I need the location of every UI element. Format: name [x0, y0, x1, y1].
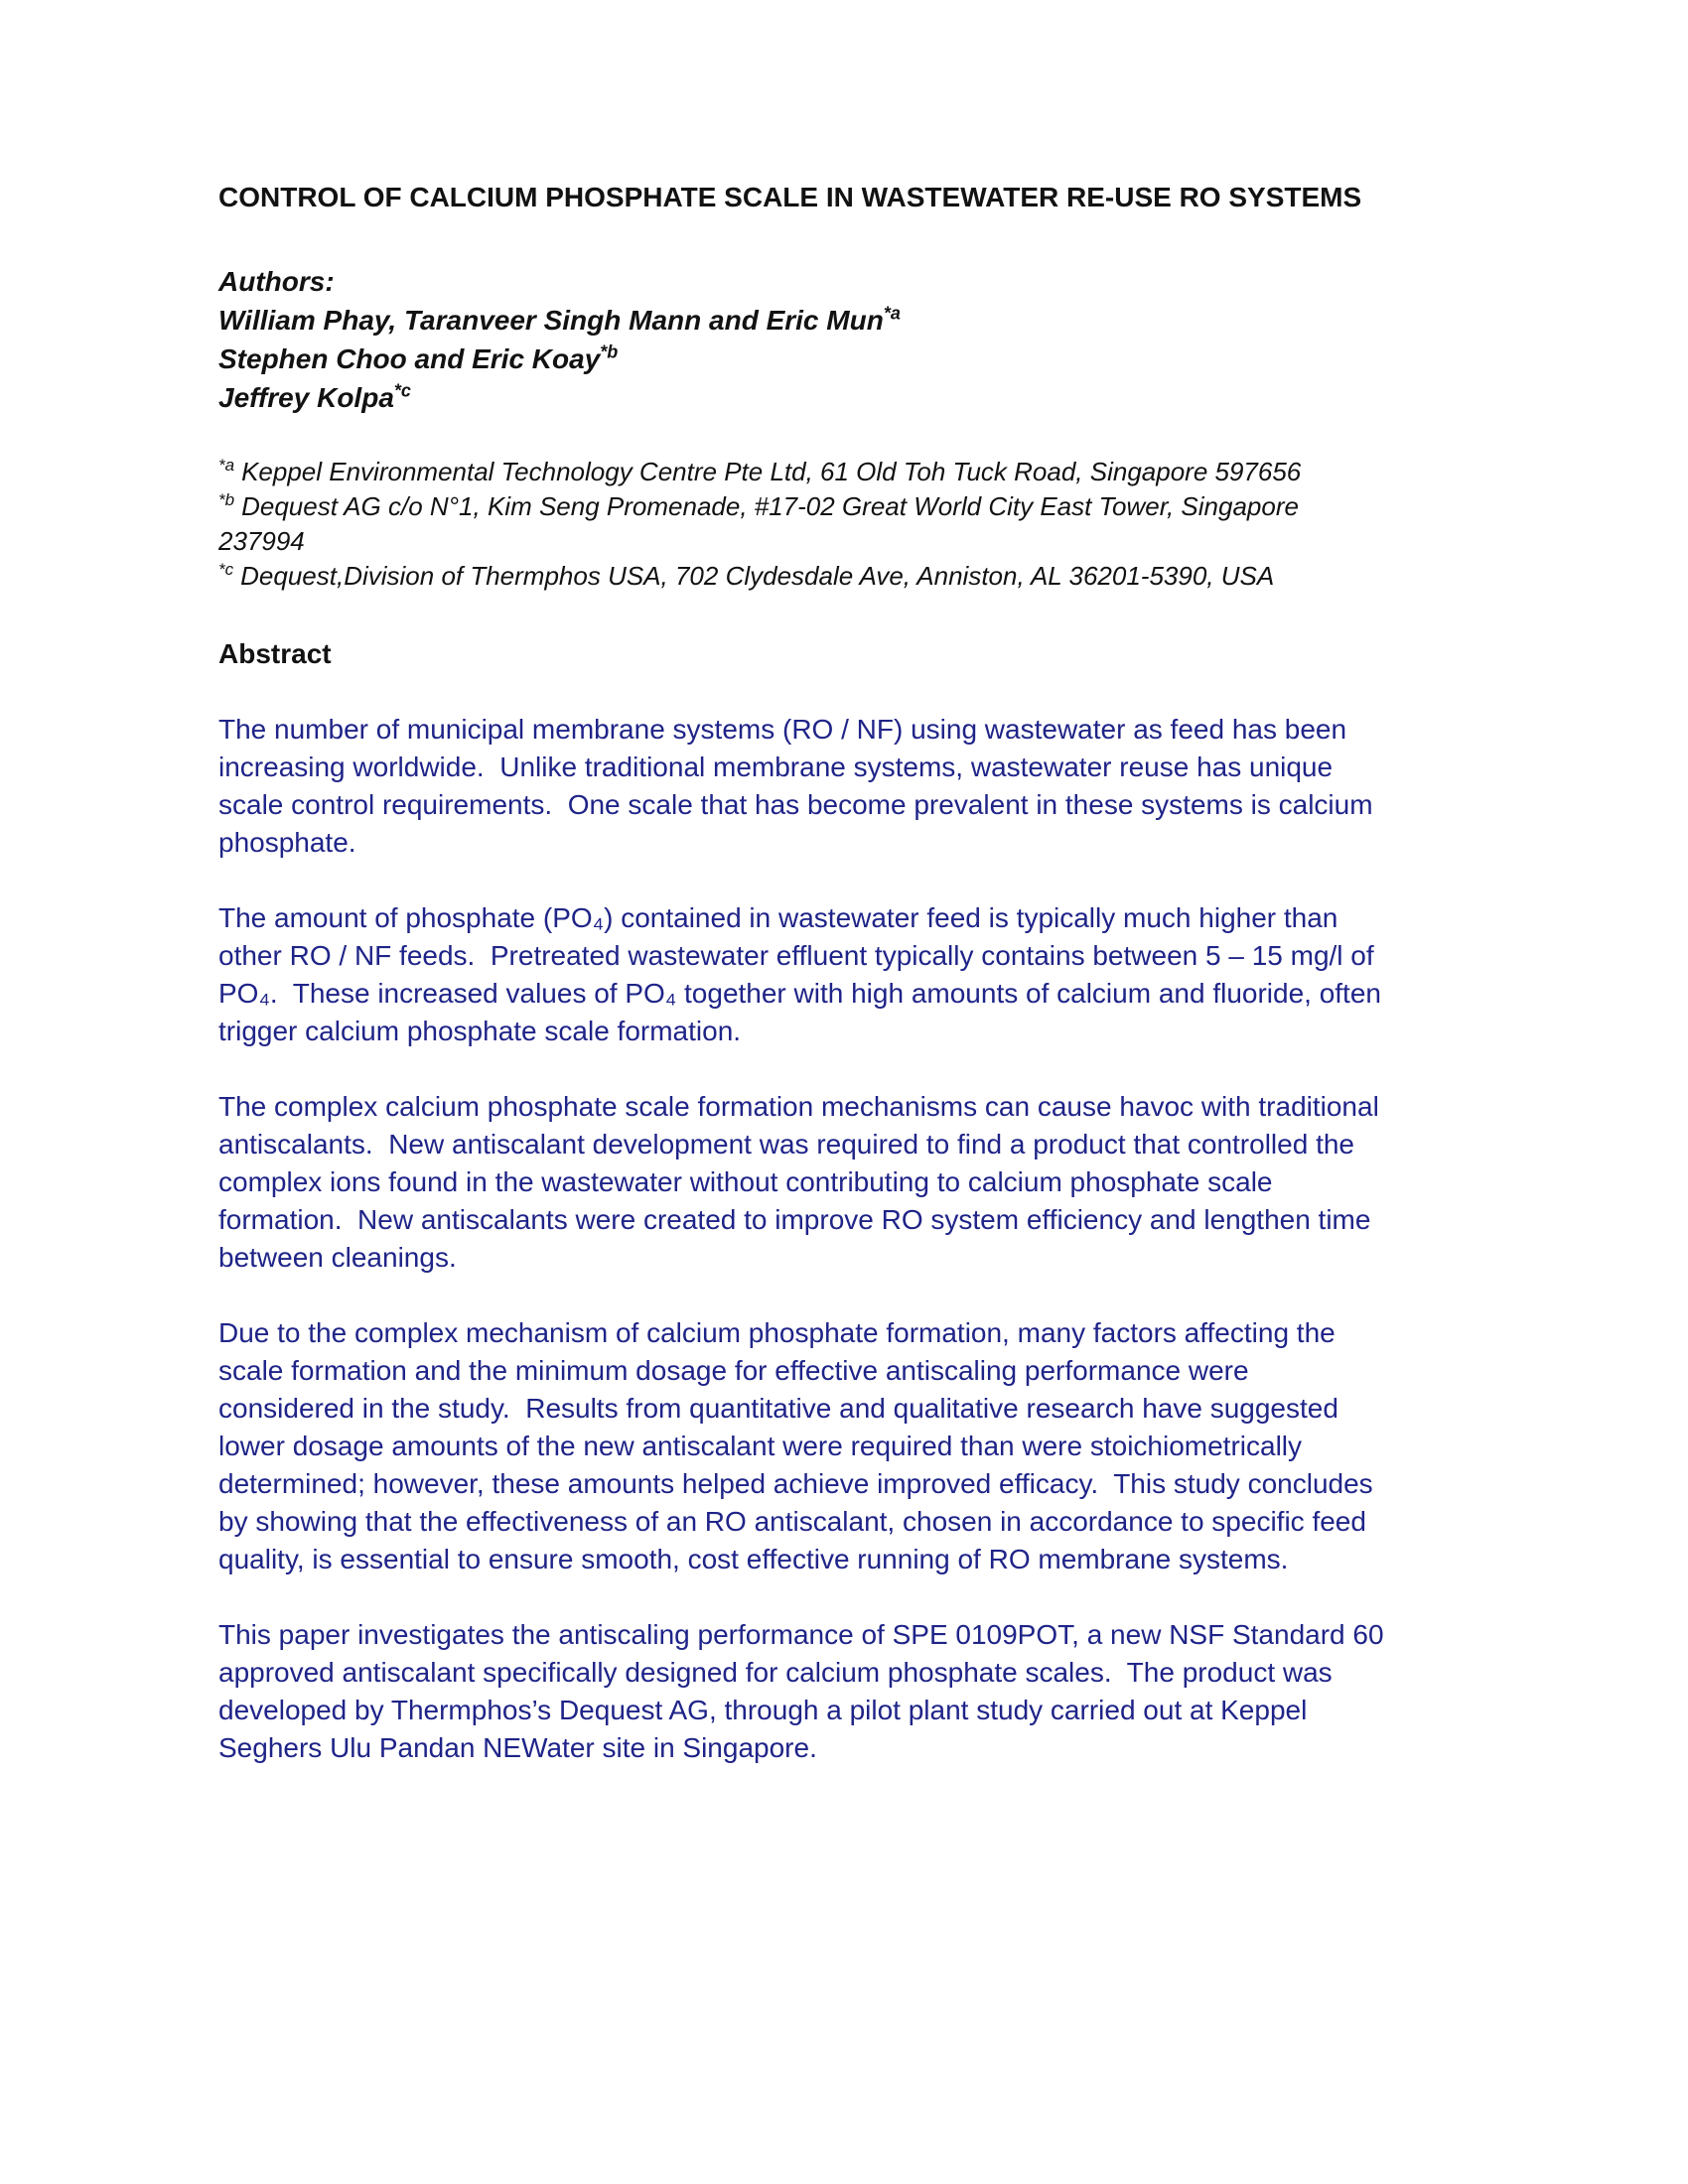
authors-label: Authors: — [218, 266, 335, 297]
affiliation-line-c — [218, 559, 1390, 594]
affiliation-marker-b: *b — [218, 490, 235, 510]
affiliation-text-a: Keppel Environmental Technology Centre Pte Ltd, 61 Old Toh Tuck Road, Singapore 597656 — [241, 457, 1302, 486]
paper-title: CONTROL OF CALCIUM PHOSPHATE SCALE IN WASTEWATER RE-USE RO SYSTEMS — [218, 182, 1362, 212]
abstract-paragraph-3: The complex calcium phosphate scale formation mechanisms can cause havoc with traditional antiscalants. New antiscalant development was required to find a product that controlled the complex ions found in the wastewater without contributing to calcium phosphate scale formation. New antiscalants were created to improve RO system efficiency and lengthen time between cleanings. — [218, 1091, 1387, 1273]
author-line-2 — [218, 340, 1390, 378]
affiliations-block — [218, 455, 1390, 594]
abstract-paragraph-5: This paper investigates the antiscaling performance of SPE 0109POT, a new NSF Standard 60 approved antiscalant specifically designed for calcium phosphate scales. The product was developed by Thermphos’s Dequest AG, through a pilot plant study carried out at Keppel Seghers Ulu Pandan NEWater site in Singapore. — [218, 1619, 1392, 1763]
affiliation-line-a — [218, 455, 1390, 489]
document-content — [218, 179, 1390, 1767]
abstract-paragraph-2: The amount of phosphate (PO₄) contained in wastewater feed is typically much higher than other RO / NF feeds. Pretreated wastewater effluent typically contains between 5 – 15 mg/l of PO₄. These increased values of PO₄ together with high amounts of calcium and fluoride, often trigger calcium phosphate scale formation. — [218, 902, 1389, 1046]
affiliation-marker-a: *a — [218, 456, 235, 476]
affiliation-text-b: Dequest AG c/o N°1, Kim Seng Promenade, #17-02 Great World City East Tower, Singapore 237994 — [218, 491, 1299, 556]
author-line-1 — [218, 301, 1390, 340]
author-names-3: Jeffrey Kolpa — [218, 382, 394, 413]
author-names-2: Stephen Choo and Eric Koay — [218, 343, 601, 374]
affiliation-line-b — [218, 489, 1390, 559]
author-names-1: William Phay, Taranveer Singh Mann and Eric Mun — [218, 305, 884, 336]
author-line-3 — [218, 378, 1390, 417]
author-affiliation-marker-3: *c — [393, 380, 411, 401]
abstract-paragraph-4: Due to the complex mechanism of calcium phosphate formation, many factors affecting the scale formation and the minimum dosage for effective antiscaling performance were considered in the study. Results from quantitative and qualitative research have suggested lower dosage amounts of the new antiscalant were required than were stoichiometrically determined; however, these amounts helped achieve improved efficacy. This study concludes by showing that the effectiveness of an RO antiscalant, chosen in accordance to specific feed quality, is essential to ensure smooth, cost effective running of RO membrane systems. — [218, 1317, 1381, 1574]
abstract-paragraph-1: The number of municipal membrane systems (RO / NF) using wastewater as feed has been increasing worldwide. Unlike traditional membrane systems, wastewater reuse has unique scale control requirements. One scale that has become prevalent in these systems is calcium phosphate. — [218, 714, 1381, 858]
author-affiliation-marker-1: *a — [883, 303, 901, 324]
author-affiliation-marker-2: *b — [600, 341, 619, 362]
authors-block — [218, 262, 1390, 417]
affiliation-marker-c: *c — [218, 560, 234, 580]
abstract-heading: Abstract — [218, 638, 332, 669]
affiliation-text-c: Dequest,Division of Thermphos USA, 702 Clydesdale Ave, Anniston, AL 36201-5390, USA — [240, 561, 1275, 591]
